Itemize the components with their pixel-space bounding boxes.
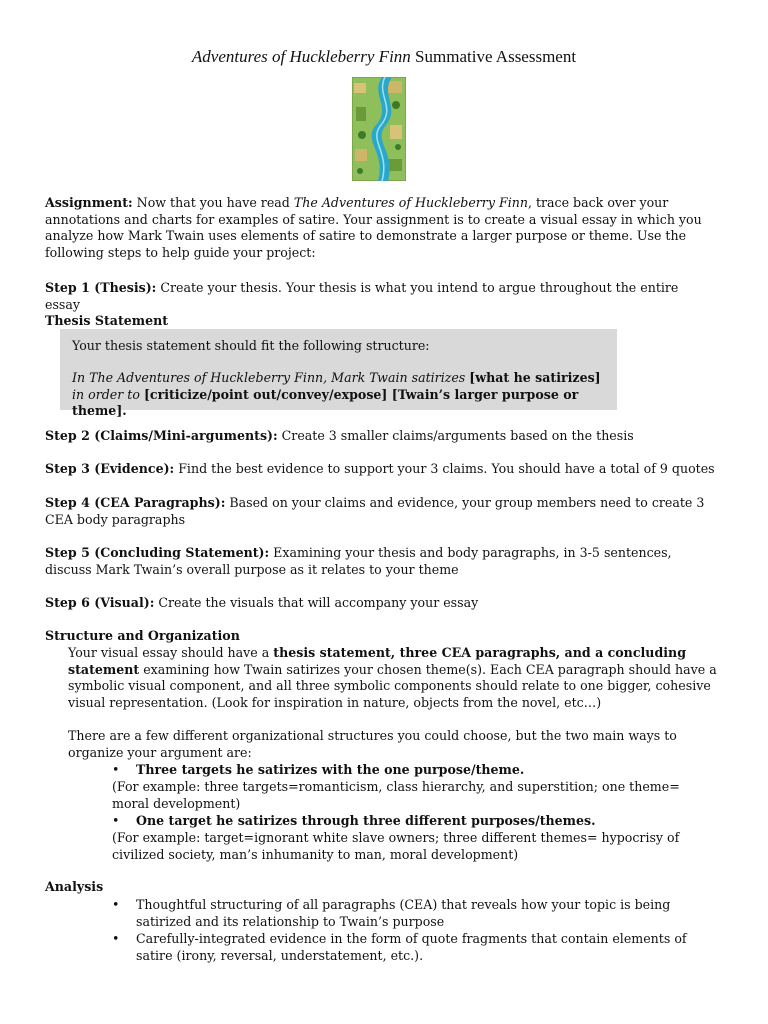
step-label: Step 3 (Evidence): [45,461,175,476]
step-label: Step 5 (Concluding Statement): [45,545,270,560]
structure-paragraph-1 [68,645,718,711]
bullet-dot: • [112,931,120,946]
structure-heading [45,628,715,645]
step-text: Create your thesis. Your thesis is what you intend to argue throughout the entire essay [45,280,679,312]
thesis-template-part-2: [what he satirizes] [469,370,601,385]
structure-p1-c: examining how Twain satirizes your chosen theme(s). Each CEA paragraph should have a symbolic visual component, and all three symbolic components should relate to one bigger, cohesive visual representation. (Look for inspiration in nature, objects from the novel, etc…) [68,661,717,710]
structure-bullet-1-example: (For example: three targets=romanticism, class hierarchy, and superstition; one theme= moral development) [112,779,680,811]
title-book-name: Adventures of Huckleberry Finn [191,47,411,66]
assignment-text-1: Now that you have read [132,195,294,210]
step-6 [45,595,715,612]
bullet-dot: • [112,762,120,777]
step-label: Step 2 (Claims/Mini-arguments): [45,428,278,443]
step-2 [45,428,715,445]
step-label: Step 1 (Thesis): [45,280,157,295]
thesis-template-part-1: In The Adventures of Huckleberry Finn, Mark Twain satirizes [72,370,470,385]
assignment-book: The Adventures of Huckleberry Finn [293,195,528,210]
bullet-text: Carefully-integrated evidence in the form of quote fragments that contain elements of satire (irony, reversal, understatement, etc.). [136,931,687,963]
structure-bullet-2-example: (For example: target=ignorant white slave owners; three different themes= hypocrisy of civilized society, man’s inhumanity to man, moral development) [112,830,680,862]
bullet-dot: • [112,897,120,912]
assignment-paragraph [45,195,715,261]
bullet-text: Thoughtful structuring of all paragraphs (CEA) that reveals how your topic is being satirized and its relationship to Twain’s purpose [136,897,671,929]
river-illustration-icon [352,77,406,181]
step-text: Examining your thesis and body paragraphs, in 3-5 sentences, discuss Mark Twain’s overall purpose as it relates to your theme [45,545,672,577]
thesis-template [72,370,612,420]
title-rest: Summative Assessment [415,47,577,66]
thesis-heading-text: Thesis Statement [45,313,169,328]
step-text: Based on your claims and evidence, your group members need to create 3 CEA body paragraphs [45,495,705,527]
bullet-dot: • [112,813,120,828]
thesis-heading [45,313,715,330]
step-label: Step 6 (Visual): [45,595,155,610]
thesis-template-part-3: in order to [72,386,144,402]
page-title [0,46,768,68]
assignment-text-2: , trace back over your annotations and charts for examples of satire. Your assignment is to create a visual essay in which you analyze how Mark Twain uses elements of satire to demonstrate a larger purpose or theme. Use the following steps to help guide your project: [45,195,702,260]
analysis-heading-text: Analysis [45,879,104,894]
step-3 [45,461,715,478]
bullet-text: Three targets he satirizes with the one purpose/theme. [136,762,525,777]
structure-paragraph-2: There are a few different organizational structures you could choose, but the two main ways to organize your argument are: [68,728,677,760]
assignment-label: Assignment: [45,195,133,210]
step-1 [45,280,715,313]
step-text: Find the best evidence to support your 3 claims. You should have a total of 9 quotes [174,461,715,476]
thesis-intro: Your thesis statement should fit the following structure: [72,338,430,353]
step-5 [45,545,715,578]
structure-p1-b: thesis statement, three CEA paragraphs, and a concluding statement [68,645,686,677]
step-label: Step 4 (CEA Paragraphs): [45,495,226,510]
thesis-template-part-4: [criticize/point out/convey/expose] [Twain’s larger purpose or theme]. [72,386,579,418]
step-text: Create 3 smaller claims/arguments based on the thesis [277,428,634,443]
step-text: Create the visuals that will accompany your essay [154,595,479,610]
bullet-text: One target he satirizes through three different purposes/themes. [136,813,596,828]
structure-heading-text: Structure and Organization [45,628,240,643]
structure-p1-a: Your visual essay should have a [68,645,274,660]
thesis-structure-box [60,329,617,418]
analysis-heading [45,879,715,896]
step-4 [45,495,715,528]
